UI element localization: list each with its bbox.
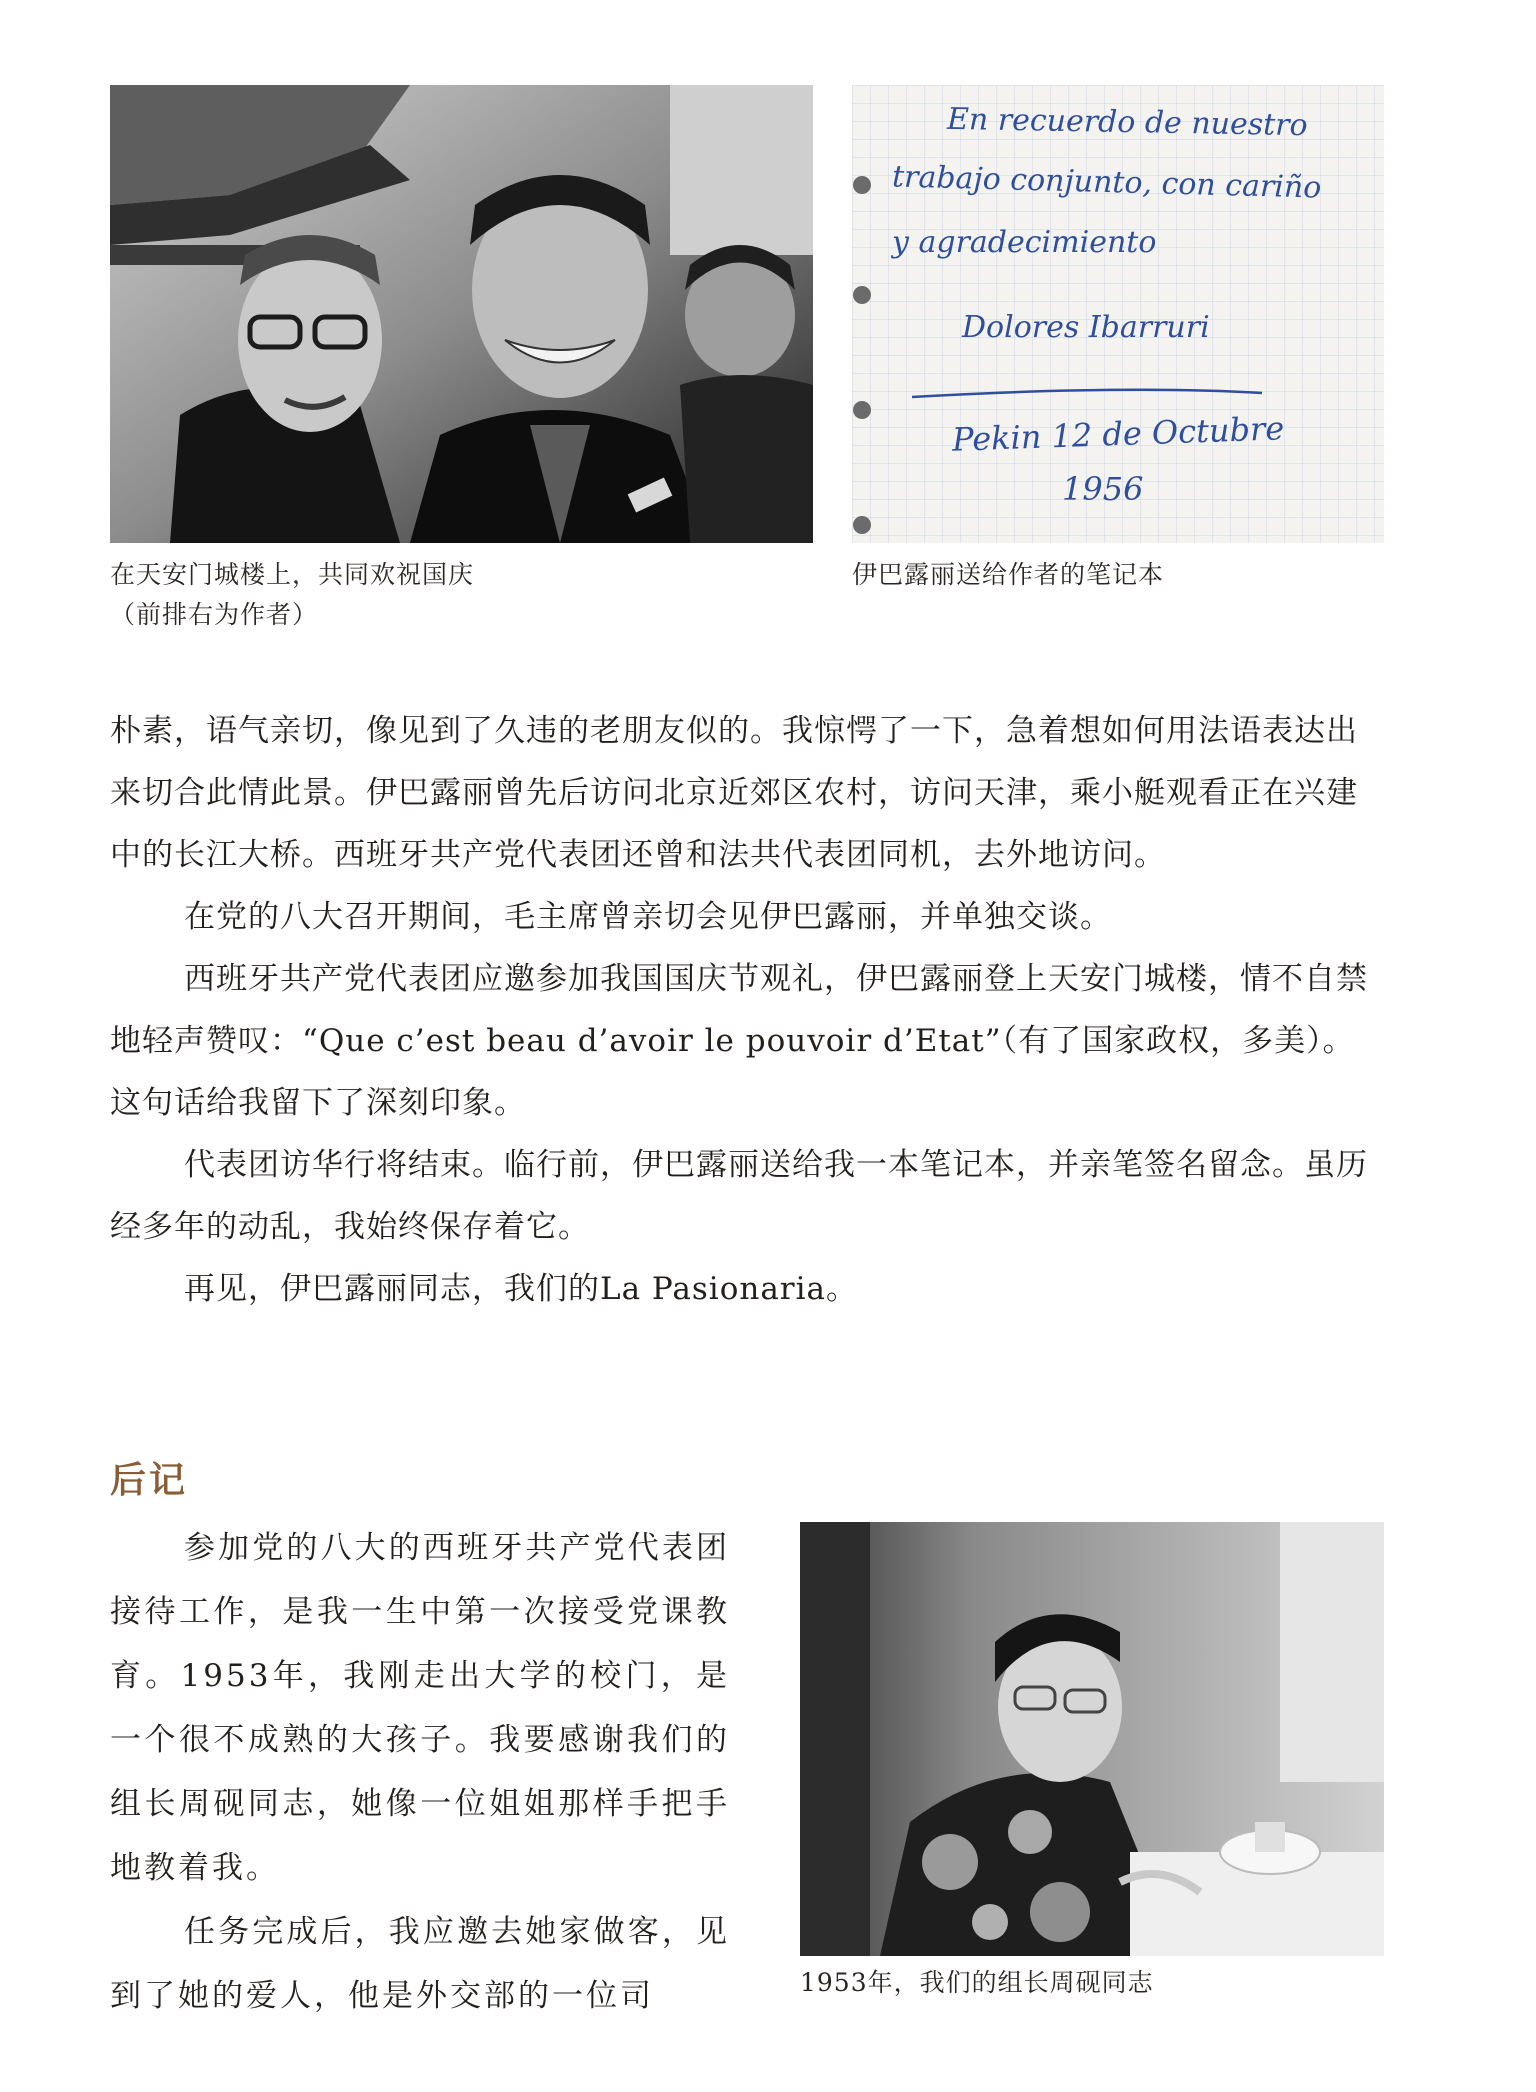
main-paragraph-3: 西班牙共产党代表团应邀参加我国国庆节观礼，伊巴露丽登上天安门城楼，情不自禁地轻声赞叹：“Que c’est beau d’avoir le pouvoir d’Etat”（有了国家政权，多美）。这句话给我留下了深刻印象。 [110,961,1368,1121]
main-paragraph-4: 代表团访华行将结束。临行前，伊巴露丽送给我一本笔记本，并亲笔签名留念。虽历经多年的动乱，我始终保存着它。 [110,1147,1368,1245]
notebook-handwriting-3: y agradecimiento [892,225,1157,260]
notebook-handwriting-1: En recuerdo de nuestro [946,101,1308,144]
afterword-paragraph-2: 任务完成后，我应邀去她家做客，见到了她的爱人，他是外交部的一位司 [110,1914,730,2014]
main-text [110,700,1385,1320]
main-paragraph-5: 再见，伊巴露丽同志，我们的La Pasionaria。 [184,1271,859,1307]
tiananmen-caption [110,555,474,635]
afterword-text [110,1516,730,2028]
notebook-caption: 伊巴露丽送给作者的笔记本 [852,560,1165,589]
main-paragraph-2: 在党的八大召开期间，毛主席曾亲切会见伊巴露丽，并单独交谈。 [184,899,1112,935]
afterword-heading: 后记 [110,1459,189,1501]
notebook-handwriting-5: Pekin 12 de Octubre [951,409,1285,459]
notebook-handwriting-4: Dolores Ibarruri [962,310,1210,345]
tiananmen-photo [110,85,813,543]
notebook-handwriting-2: trabajo conjunto, con cariño [891,159,1322,206]
notebook-handwriting-6: 1956 [1062,470,1144,508]
tiananmen-caption-line1: 在天安门城楼上，共同欢祝国庆 [110,560,475,589]
notebook-photo [852,85,1384,543]
afterword-paragraph-1: 参加党的八大的西班牙共产党代表团接待工作，是我一生中第一次接受党课教育。1953年，我刚走出大学的校门，是一个很不成熟的大孩子。我要感谢我们的组长周砚同志，她像一位姐姐那样手把手地教着我。 [110,1530,730,1886]
portrait-photo [800,1522,1384,1956]
portrait-caption: 1953年，我们的组长周砚同志 [800,1968,1154,1997]
main-paragraph-1: 朴素，语气亲切，像见到了久违的老朋友似的。我惊愕了一下，急着想如何用法语表达出来切合此情此景。伊巴露丽曾先后访问北京近郊区农村，访问天津，乘小艇观看正在兴建中的长江大桥。西班牙共产党代表团还曾和法共代表团同机，去外地访问。 [110,713,1358,873]
tiananmen-caption-line2: （前排右为作者） [110,600,319,629]
